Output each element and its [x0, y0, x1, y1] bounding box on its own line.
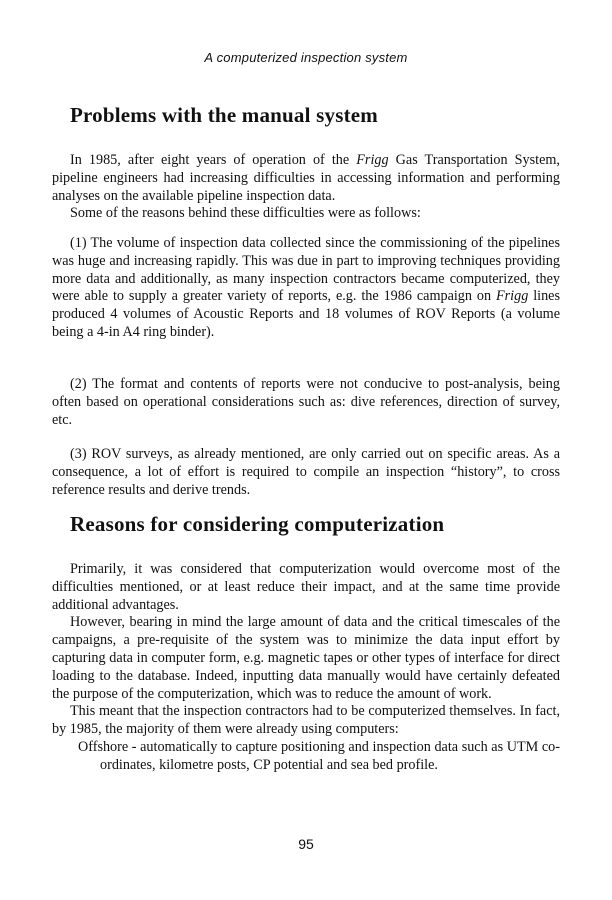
contractors-paragraph: This meant that the inspection contractors had to be computerized themselves. In fact, by 1985, the majority of them were already using computers:	[52, 703, 560, 738]
section-heading-reasons: Reasons for considering computerization	[70, 512, 445, 536]
page-number: 95	[298, 836, 314, 852]
point-1-paragraph: (1) The volume of inspection data collected since the commissioning of the pipelines was huge and increasing rapidly. This was due in part to improving techniques providing more data and additionally, as many inspection contractors became computerized, they were able to supply a greater variety of reports, e.g. the 1986 campaign on Frigg lines produced 4 volumes of Acoustic Reports and 18 volumes of ROV Reports (a volume being a 4-in A4 ring binder).	[52, 235, 561, 340]
point-2-paragraph: (2) The format and contents of reports were not conducive to post-analysis, being often based on operational considerations such as: dive references, direction of survey, etc.	[52, 376, 560, 428]
running-head: A computerized inspection system	[204, 50, 408, 65]
intro-paragraph: In 1985, after eight years of operation of the Frigg Gas Transportation System, pipeline engineers had increasing difficulties in accessing information and performing analyses on the available pipeline inspection data.	[52, 152, 560, 204]
however-paragraph: However, bearing in mind the large amount of data and the critical timescales of the campaigns, a pre-requisite of the system was to minimize the data input effort by capturing data in computer form, e.g. magnetic tapes or other types of interface for direct loading to the database. Indeed, inputting data manually would have certainly defeated the purpose of the computerization, which was to reduce the amount of work.	[52, 614, 560, 702]
point-3-paragraph: (3) ROV surveys, as already mentioned, are only carried out on specific areas. As a consequence, a lot of effort is required to compile an inspection “history”, to cross reference results and derive trends.	[52, 446, 560, 498]
frigg-italic: Frigg	[495, 288, 529, 305]
section-reasons-body	[52, 561, 560, 775]
section-problems-intro	[52, 152, 560, 223]
frigg-italic: Frigg	[356, 152, 389, 168]
section-heading-problems: Problems with the manual system	[70, 103, 378, 127]
reasons-paragraph: Some of the reasons behind these difficulties were as follows:	[70, 205, 421, 222]
primarily-paragraph: Primarily, it was considered that computerization would overcome most of the difficulties mentioned, or at least reduce their impact, and at the same time provide additional advantages.	[52, 561, 560, 613]
offshore-item: Offshore - automatically to capture positioning and inspection data such as UTM co-ordinates, kilometre posts, CP potential and sea bed profile.	[78, 738, 560, 773]
